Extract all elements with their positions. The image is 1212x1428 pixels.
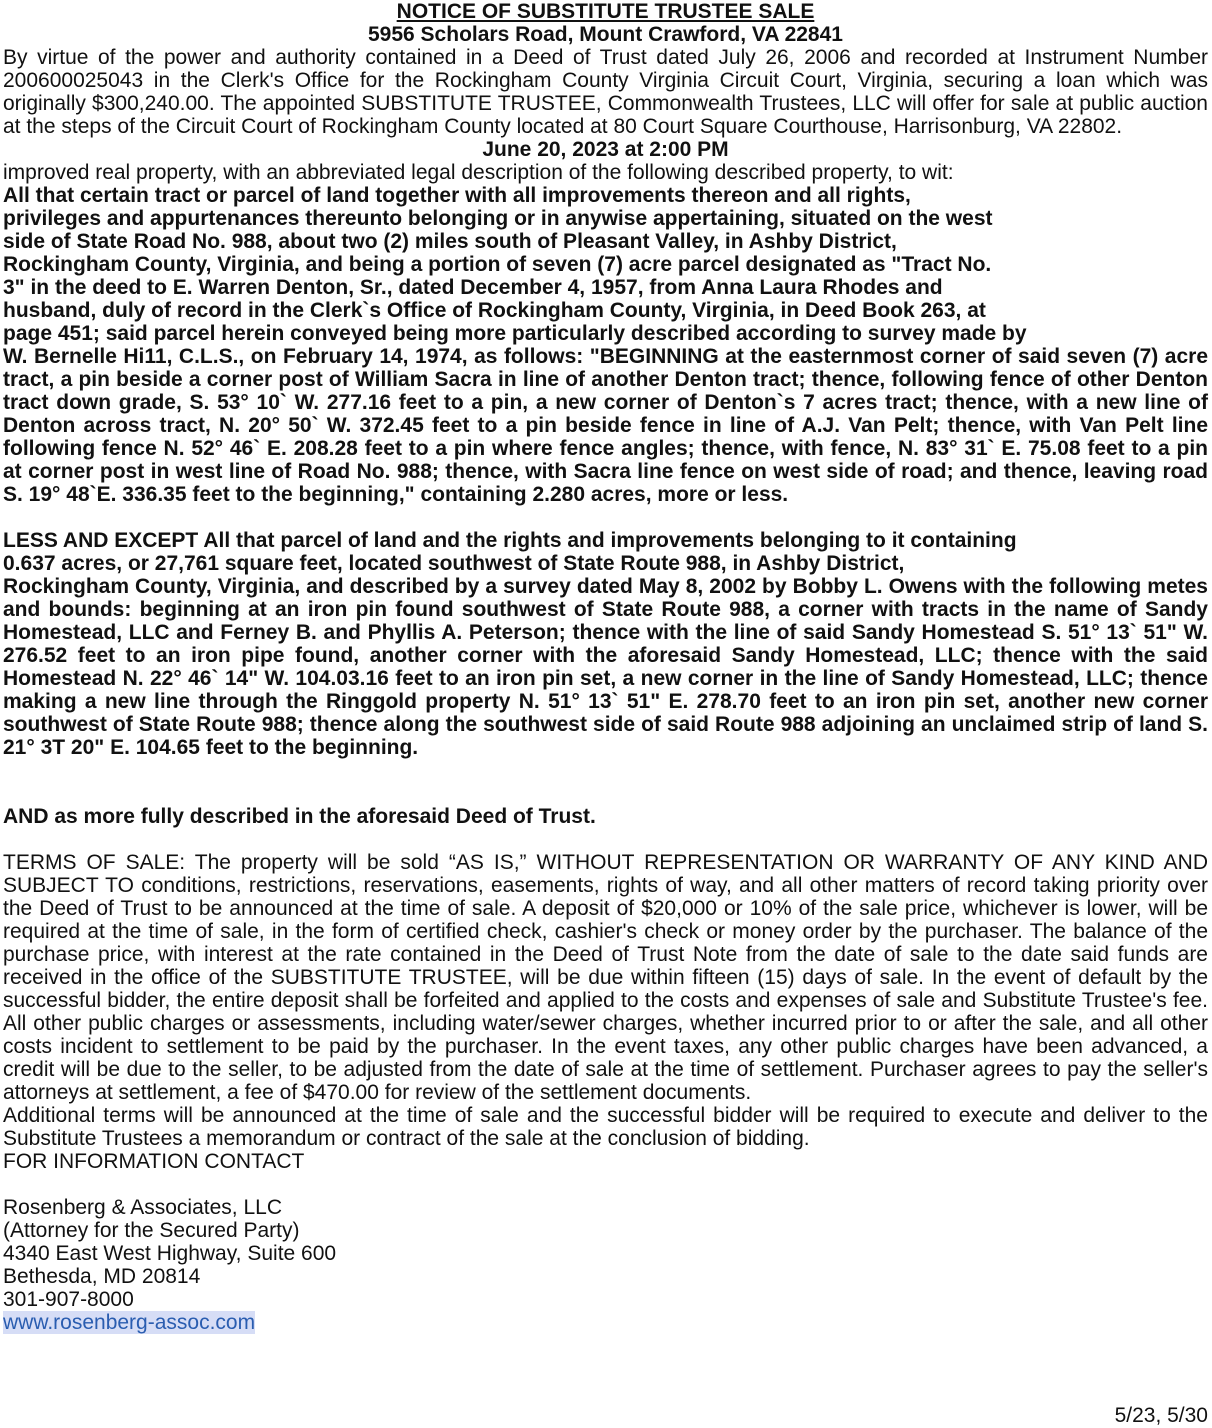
- property-address: 5956 Scholars Road, Mount Crawford, VA 22841: [368, 23, 843, 46]
- legal-desc-line: Rockingham County, Virginia, and being a portion of seven (7) acre parcel designated as "Tract No.: [3, 253, 992, 276]
- less-except-continuation: Rockingham County, Virginia, and described by a survey dated May 8, 2002 by Bobby L. Owens with the following metes and bounds: beginning at an iron pin found southwest of State Route 988, a corner with tracts in the name of Sandy Homestead, LLC and Ferney B. and Phyllis A. Peterson; thence with the line of said Sandy Homestead S. 51° 13` 51" W. 276.52 feet to an iron pipe found, another corner with the aforesaid Sandy Homestead, LLC; thence with the said Homestead N. 22° 46` 14" W. 104.03.16 feet to an iron pin set, a new corner in the line of Sandy Homestead, LLC; thence making a new line through the Ringgold property N. 51° 13` 51" E. 278.70 feet to an iron pin set, another new corner southwest of State Route 988; thence along the southwest side of said Route 988 adjoining an unclaimed strip of land S. 21° 3T 20" E. 104.65 feet to the beginning.: [3, 575, 1208, 759]
- contact-street: 4340 East West Highway, Suite 600: [3, 1242, 337, 1265]
- legal-desc-line: page 451; said parcel herein conveyed being more particularly described according to survey made by: [3, 322, 1027, 345]
- contact-phone: 301-907-8000: [3, 1288, 134, 1311]
- legal-desc-continuation: W. Bernelle Hi11, C.L.S., on February 14, 1974, as follows: "BEGINNING at the easternmost corner of said seven (7) acre tract, a pin beside a corner post of William Sacra in line of another Denton tract; thence, following fence of other Denton tract down grade, S. 53° 10` W. 277.16 feet to a pin, a new corner of Denton`s 7 acres tract; thence, with a new line of Denton across tract, N. 20° 50` W. 372.45 feet to a pin beside fence in line of A.J. Van Pelt; thence, with Van Pelt line following fence N. 52° 46` E. 208.28 feet to a pin where fence angles; thence, with fence, N. 83° 31` E. 75.08 feet to a pin at corner post in west line of Road No. 988; thence, with Sacra line fence on west side of road; and thence, leaving road S. 19° 48`E. 336.35 feet to the beginning," containing 2.280 acres, more or less.: [3, 345, 1208, 506]
- contact-block: [3, 1196, 1208, 1334]
- legal-desc-line: side of State Road No. 988, about two (2) miles south of Pleasant Valley, in Ashby District,: [3, 230, 897, 253]
- legal-desc-line: husband, duly of record in the Clerk`s Office of Rockingham County, Virginia, in Deed Book 263, at: [3, 299, 986, 322]
- additional-terms: Additional terms will be announced at the time of sale and the successful bidder will be required to execute and deliver to the Substitute Trustees a memorandum or contract of the sale at the conclusion of bidding.: [3, 1104, 1208, 1150]
- legal-desc-line: All that certain tract or parcel of land together with all improvements thereon and all rights,: [3, 184, 911, 207]
- less-except-line: LESS AND EXCEPT All that parcel of land and the rights and improvements belonging to it containing: [3, 529, 1017, 552]
- and-more-described: AND as more fully described in the aforesaid Deed of Trust.: [3, 805, 596, 828]
- less-and-except: [3, 529, 1208, 759]
- less-except-label: LESS AND EXCEPT: [3, 529, 199, 552]
- property-lead: improved real property, with an abbreviated legal description of the following described property, to wit:: [3, 161, 954, 184]
- contact-role: (Attorney for the Secured Party): [3, 1219, 300, 1242]
- terms-of-sale: TERMS OF SALE: The property will be sold “AS IS,” WITHOUT REPRESENTATION OR WARRANTY OF ANY KIND AND SUBJECT TO conditions, restrictions, reservations, easements, rights of way, and all other matters of record taking priority over the Deed of Trust to be announced at the time of sale. A deposit of $20,000 or 10% of the sale price, whichever is lower, will be required at the time of sale, in the form of certified check, cashier's check or money order by the purchaser. The balance of the purchase price, with interest at the rate contained in the Deed of Trust Note from the date of sale to the date said funds are received in the office of the SUBSTITUTE TRUSTEE, will be due within fifteen (15) days of sale. In the event of default by the successful bidder, the entire deposit shall be forfeited and applied to the costs and expenses of sale and Substitute Trustee's fee. All other public charges or assessments, including water/sewer charges, whether incurred prior to or after the sale, and all other costs incident to settlement to be paid by the purchaser. In the event taxes, any other public charges have been advanced, a credit will be due to the seller, to be adjusted from the date of sale at the time of settlement. Purchaser agrees to pay the seller's attorneys at settlement, a fee of $470.00 for review of the settlement documents.: [3, 851, 1208, 1104]
- contact-heading: FOR INFORMATION CONTACT: [3, 1150, 305, 1173]
- contact-firm: Rosenberg & Associates, LLC: [3, 1196, 282, 1219]
- legal-description: [3, 184, 1208, 506]
- publish-dates: 5/23, 5/30: [1114, 1404, 1208, 1427]
- contact-website-link[interactable]: www.rosenberg-assoc.com: [3, 1311, 256, 1334]
- notice-document: [3, 0, 1208, 1334]
- sale-date: June 20, 2023 at 2:00 PM: [482, 138, 729, 161]
- intro-paragraph: By virtue of the power and authority contained in a Deed of Trust dated July 26, 2006 and recorded at Instrument Number 200600025043 in the Clerk's Office for the Rockingham County Virginia Circuit Court, Virginia, securing a loan which was originally $300,240.00. The appointed SUBSTITUTE TRUSTEE, Commonwealth Trustees, LLC will offer for sale at public auction at the steps of the Circuit Court of Rockingham County located at 80 Court Square Courthouse, Harrisonburg, VA 22802.: [3, 46, 1208, 138]
- notice-title: NOTICE OF SUBSTITUTE TRUSTEE SALE: [396, 0, 815, 23]
- less-except-line: 0.637 acres, or 27,761 square feet, located southwest of State Route 988, in Ashby District,: [3, 552, 905, 575]
- contact-city: Bethesda, MD 20814: [3, 1265, 201, 1288]
- legal-desc-line: privileges and appurtenances thereunto belonging or in anywise appertaining, situated on the west: [3, 207, 993, 230]
- legal-desc-line: 3" in the deed to E. Warren Denton, Sr., dated December 4, 1957, from Anna Laura Rhodes and: [3, 276, 943, 299]
